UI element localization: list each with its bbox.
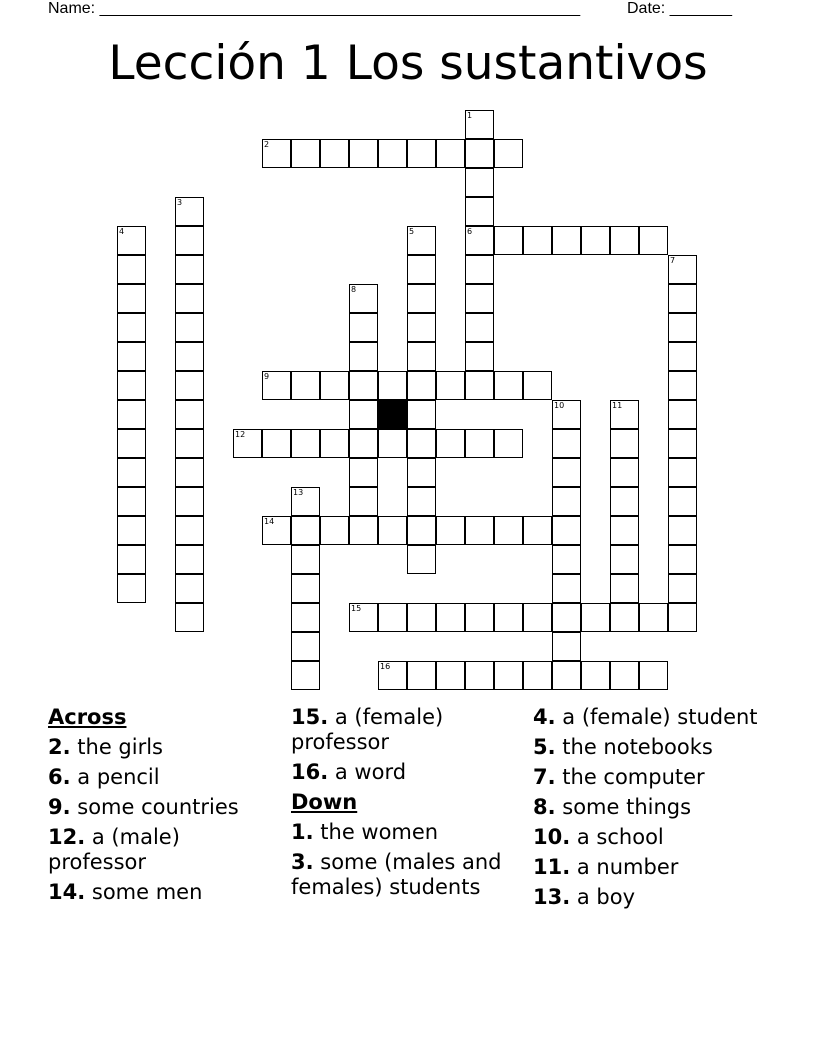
crossword-cell[interactable] [175,458,204,487]
crossword-cell[interactable] [407,139,436,168]
crossword-cell[interactable] [320,429,349,458]
clue-text: some things [555,795,692,819]
crossword-cell[interactable] [668,458,697,487]
crossword-cell[interactable] [262,516,291,545]
crossword-cell[interactable] [523,371,552,400]
crossword-cell[interactable] [552,487,581,516]
crossword-cell[interactable] [552,516,581,545]
crossword-cell[interactable] [407,255,436,284]
crossword-cell[interactable] [117,458,146,487]
clue-number: 13 [293,488,304,497]
crossword-cell[interactable] [233,429,262,458]
crossword-cell[interactable] [668,371,697,400]
crossword-cell[interactable] [291,516,320,545]
crossword-cell[interactable] [407,371,436,400]
clue-number-label: 6. [48,765,71,789]
clue-text: the notebooks [555,735,713,759]
crossword-cell[interactable] [668,342,697,371]
clue-text: some (males and females) students [291,850,502,899]
clue-text: a pencil [70,765,160,789]
clue-item [291,850,525,900]
crossword-cell[interactable] [465,603,494,632]
page-title: Lección 1 Los sustantivos [108,36,708,91]
crossword-cell[interactable] [610,429,639,458]
clues-column-2 [291,705,525,905]
crossword-cell[interactable] [668,429,697,458]
crossword-cell[interactable] [117,284,146,313]
crossword-cell[interactable] [465,342,494,371]
date-line: _______ [669,0,732,17]
crossword-block [378,400,407,429]
crossword-cell[interactable] [291,661,320,690]
crossword-cell[interactable] [610,516,639,545]
clue-item [533,765,803,790]
crossword-cell[interactable] [552,574,581,603]
crossword-cell[interactable] [349,429,378,458]
crossword-cell[interactable] [523,661,552,690]
crossword-cell[interactable] [552,400,581,429]
crossword-cell[interactable] [117,255,146,284]
crossword-cell[interactable] [349,342,378,371]
clue-item [533,705,803,730]
crossword-cell[interactable] [378,661,407,690]
crossword-cell[interactable] [407,400,436,429]
crossword-cell[interactable] [494,429,523,458]
crossword-cell[interactable] [378,429,407,458]
crossword-cell[interactable] [117,545,146,574]
crossword-cell[interactable] [262,139,291,168]
crossword-cell[interactable] [436,661,465,690]
crossword-cell[interactable] [639,603,668,632]
crossword-cell[interactable] [610,574,639,603]
down-heading: Down [291,790,358,814]
clue-item [48,735,282,760]
clue-text: a (male) professor [48,825,180,874]
crossword-cell[interactable] [175,400,204,429]
date-label: Date: [627,0,670,17]
crossword-cell[interactable] [436,139,465,168]
crossword-cell[interactable] [407,661,436,690]
crossword-cell[interactable] [407,342,436,371]
crossword-cell[interactable] [552,545,581,574]
clues-column-3 [533,705,803,915]
crossword-cell[interactable] [378,603,407,632]
crossword-cell[interactable] [523,226,552,255]
crossword-cell[interactable] [378,516,407,545]
clue-number-label: 2. [48,735,71,759]
crossword-cell[interactable] [668,313,697,342]
crossword-cell[interactable] [407,603,436,632]
crossword-cell[interactable] [175,603,204,632]
crossword-cell[interactable] [349,139,378,168]
clue-item [291,820,525,845]
crossword-cell[interactable] [349,284,378,313]
crossword-cell[interactable] [117,429,146,458]
crossword-cell[interactable] [668,400,697,429]
clue-number-label: 7. [533,765,556,789]
clue-number: 3 [177,198,183,207]
crossword-cell[interactable] [552,458,581,487]
crossword-cell[interactable] [668,516,697,545]
crossword-cell[interactable] [320,371,349,400]
crossword-cell[interactable] [262,429,291,458]
crossword-cell[interactable] [610,545,639,574]
crossword-cell[interactable] [610,400,639,429]
crossword-cell[interactable] [175,342,204,371]
crossword-cell[interactable] [291,487,320,516]
crossword-cell[interactable] [407,516,436,545]
clue-item [48,765,282,790]
clue-text: some men [85,880,203,904]
clue-number-label: 8. [533,795,556,819]
crossword-cell[interactable] [117,400,146,429]
clue-number: 8 [351,285,357,294]
clue-number: 5 [409,227,415,236]
clue-text: the computer [555,765,705,789]
clues-column-1 [48,705,282,910]
clue-text: the girls [70,735,163,759]
crossword-cell[interactable] [610,603,639,632]
clue-text: a number [570,855,679,879]
crossword-cell[interactable] [407,487,436,516]
crossword-cell[interactable] [465,284,494,313]
crossword-cell[interactable] [436,371,465,400]
clue-number-label: 16. [291,760,329,784]
crossword-cell[interactable] [668,487,697,516]
crossword-cell[interactable] [407,429,436,458]
clue-item [48,825,282,875]
clue-item [533,795,803,820]
clue-item [291,705,525,755]
clue-number: 15 [351,604,362,613]
clue-item [533,855,803,880]
crossword-cell[interactable] [552,429,581,458]
clue-number-label: 1. [291,820,314,844]
crossword-cell[interactable] [175,371,204,400]
crossword-cell[interactable] [175,313,204,342]
crossword-cell[interactable] [494,516,523,545]
crossword-cell[interactable] [610,487,639,516]
across-heading: Across [48,705,127,729]
clue-text: a boy [570,885,636,909]
crossword-cell[interactable] [465,197,494,226]
clue-item [291,760,525,785]
crossword-cell[interactable] [175,255,204,284]
crossword-cell[interactable] [436,429,465,458]
name-line: ______________________________________________________ [99,0,581,17]
crossword-cell[interactable] [407,226,436,255]
clue-number-label: 14. [48,880,86,904]
clue-number-label: 11. [533,855,571,879]
clue-number-label: 9. [48,795,71,819]
crossword-cell[interactable] [175,545,204,574]
crossword-cell[interactable] [117,574,146,603]
crossword-cell[interactable] [494,226,523,255]
clue-number: 4 [119,227,125,236]
clue-number-label: 5. [533,735,556,759]
crossword-cell[interactable] [407,545,436,574]
clue-text: a word [328,760,407,784]
clue-item [533,735,803,760]
crossword-cell[interactable] [523,516,552,545]
crossword-cell[interactable] [494,661,523,690]
crossword-cell[interactable] [494,371,523,400]
crossword-cell[interactable] [465,371,494,400]
clue-item [48,880,282,905]
clue-text: some countries [70,795,239,819]
clue-number-label: 13. [533,885,571,909]
crossword-cell[interactable] [465,313,494,342]
crossword-cell[interactable] [581,603,610,632]
crossword-cell[interactable] [465,139,494,168]
crossword-cell[interactable] [291,632,320,661]
clue-number-label: 12. [48,825,86,849]
crossword-cell[interactable] [523,603,552,632]
clue-number: 1 [467,111,473,120]
clue-number: 16 [380,662,391,671]
crossword-cell[interactable] [117,226,146,255]
clue-text: a school [570,825,664,849]
crossword-cell[interactable] [465,110,494,139]
crossword-cell[interactable] [175,516,204,545]
clue-item [533,885,803,910]
clue-text: a (female) professor [291,705,444,754]
crossword-cell[interactable] [175,574,204,603]
crossword-cell[interactable] [668,284,697,313]
clue-number: 9 [264,372,270,381]
crossword-cell[interactable] [291,603,320,632]
crossword-cell[interactable] [465,168,494,197]
clue-text: a (female) student [555,705,758,729]
crossword-cell[interactable] [610,661,639,690]
crossword-cell[interactable] [175,226,204,255]
clue-number-label: 15. [291,705,329,729]
crossword-cell[interactable] [291,139,320,168]
crossword-cell[interactable] [552,603,581,632]
crossword-cell[interactable] [465,429,494,458]
crossword-cell[interactable] [668,545,697,574]
crossword-cell[interactable] [320,516,349,545]
crossword-cell[interactable] [465,516,494,545]
crossword-cell[interactable] [407,313,436,342]
crossword-cell[interactable] [175,284,204,313]
crossword-cell[interactable] [407,284,436,313]
crossword-cell[interactable] [494,139,523,168]
across-clue-list [48,735,282,905]
crossword-cell[interactable] [668,603,697,632]
crossword-cell[interactable] [175,197,204,226]
crossword-cell[interactable] [349,313,378,342]
crossword-cell[interactable] [320,139,349,168]
across-clue-list-continued [291,705,525,785]
crossword-cell[interactable] [668,574,697,603]
crossword-cell[interactable] [349,371,378,400]
crossword-cell[interactable] [117,516,146,545]
crossword-cell[interactable] [291,574,320,603]
crossword-cell[interactable] [465,226,494,255]
clue-item [48,795,282,820]
down-clue-list [291,820,525,900]
crossword-cell[interactable] [581,226,610,255]
crossword-cell[interactable] [349,603,378,632]
crossword-cell[interactable] [668,255,697,284]
clue-number: 2 [264,140,270,149]
crossword-cell[interactable] [349,516,378,545]
clue-number: 6 [467,227,473,236]
crossword-cell[interactable] [610,226,639,255]
crossword-cell[interactable] [639,226,668,255]
crossword-cell[interactable] [436,516,465,545]
clue-number-label: 3. [291,850,314,874]
crossword-cell[interactable] [117,487,146,516]
clue-number: 11 [612,401,623,410]
crossword-cell[interactable] [494,603,523,632]
crossword-cell[interactable] [581,661,610,690]
crossword-cell[interactable] [552,661,581,690]
crossword-cell[interactable] [552,632,581,661]
crossword-cell[interactable] [349,487,378,516]
down-clue-list-continued [533,705,803,910]
clue-number: 12 [235,430,246,439]
crossword-cell[interactable] [175,487,204,516]
crossword-cell[interactable] [552,226,581,255]
crossword-cell[interactable] [117,342,146,371]
crossword-cell[interactable] [465,661,494,690]
clue-number: 7 [670,256,676,265]
clue-item [533,825,803,850]
clue-number-label: 4. [533,705,556,729]
crossword-cell[interactable] [378,139,407,168]
crossword-cell[interactable] [610,458,639,487]
crossword-cell[interactable] [117,313,146,342]
crossword-cell[interactable] [349,458,378,487]
crossword-cell[interactable] [407,458,436,487]
crossword-cell[interactable] [291,429,320,458]
crossword-cell[interactable] [262,371,291,400]
crossword-cell[interactable] [465,255,494,284]
clue-text: the women [313,820,439,844]
clue-number: 10 [554,401,565,410]
crossword-cell[interactable] [436,603,465,632]
crossword-cell[interactable] [175,429,204,458]
crossword-cell[interactable] [349,400,378,429]
name-label: Name: [48,0,100,17]
crossword-cell[interactable] [291,371,320,400]
crossword-cell[interactable] [378,371,407,400]
crossword-cell[interactable] [639,661,668,690]
crossword-cell[interactable] [291,545,320,574]
clue-number-label: 10. [533,825,571,849]
clue-number: 14 [264,517,275,526]
crossword-cell[interactable] [117,371,146,400]
